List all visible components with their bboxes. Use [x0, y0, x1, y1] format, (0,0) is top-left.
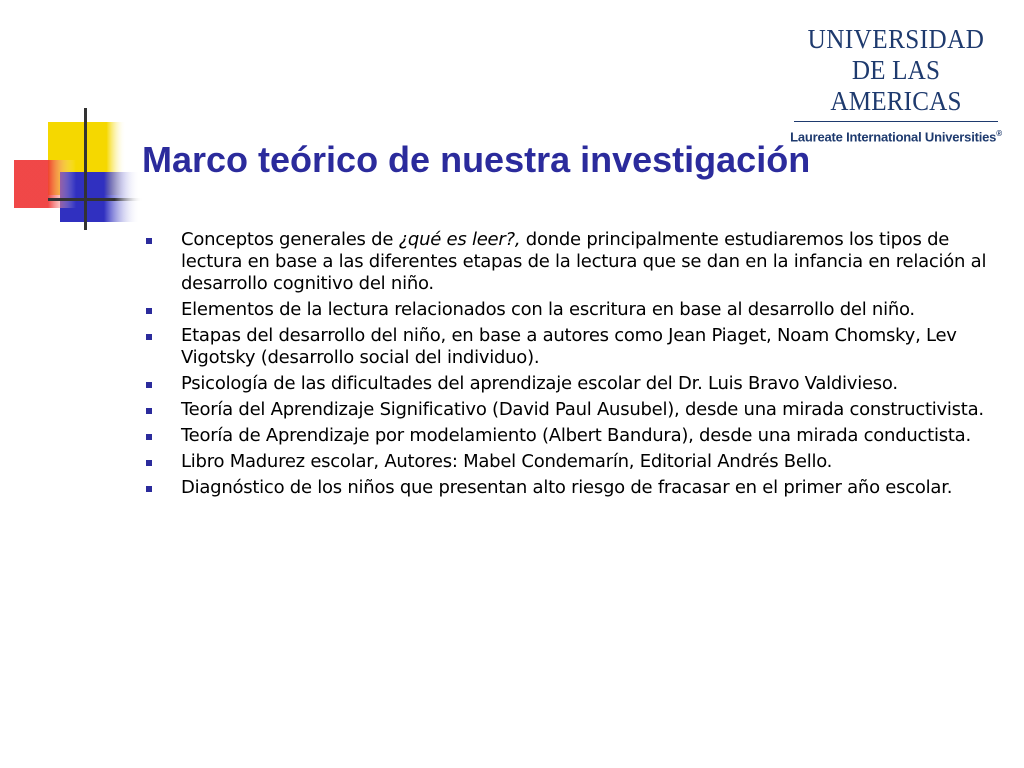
- list-item: Libro Madurez escolar, Autores: Mabel Condemarín, Editorial Andrés Bello.: [142, 451, 987, 473]
- deco-vertical-line: [84, 108, 87, 230]
- logo-tagline: Laureate International Universities®: [790, 129, 1002, 145]
- list-item: Teoría del Aprendizaje Significativo (David Paul Ausubel), desde una mirada constructivista.: [142, 399, 987, 421]
- slide-title: Marco teórico de nuestra investigación: [142, 139, 811, 180]
- bullet-square-icon: [146, 434, 152, 440]
- list-item: Psicología de las dificultades del aprendizaje escolar del Dr. Luis Bravo Valdivieso.: [142, 373, 987, 395]
- logo-line-1: UNIVERSIDAD: [807, 24, 985, 54]
- bullet-square-icon: [146, 382, 152, 388]
- list-item: Elementos de la lectura relacionados con la escritura en base al desarrollo del niño.: [142, 299, 987, 321]
- list-item: Teoría de Aprendizaje por modelamiento (Albert Bandura), desde una mirada conductista.: [142, 425, 987, 447]
- italic-phrase: ¿qué es leer?,: [398, 229, 521, 250]
- bullet-list: [142, 229, 987, 503]
- list-item: Etapas del desarrollo del niño, en base a autores como Jean Piaget, Noam Chomsky, Lev Vigotsky (desarrollo social del individuo).: [142, 325, 987, 369]
- logo-line-2: DE LAS AMERICAS: [830, 55, 962, 116]
- decorative-squares-graphic: [0, 0, 150, 240]
- bullet-square-icon: [146, 408, 152, 414]
- university-logo: [788, 24, 1004, 145]
- bullet-square-icon: [146, 460, 152, 466]
- deco-horizontal-line: [48, 198, 143, 201]
- list-item: Conceptos generales de ¿qué es leer?, donde principalmente estudiaremos los tipos de lectura en base a las diferentes etapas de la lectura que se dan en la infancia en relación al desarrollo cognitivo del niño.: [142, 229, 987, 295]
- list-item: Diagnóstico de los niños que presentan alto riesgo de fracasar en el primer año escolar.: [142, 477, 987, 499]
- bullet-square-icon: [146, 486, 152, 492]
- bullet-square-icon: [146, 238, 152, 244]
- bullet-square-icon: [146, 334, 152, 340]
- bullet-square-icon: [146, 308, 152, 314]
- logo-divider: [794, 121, 998, 122]
